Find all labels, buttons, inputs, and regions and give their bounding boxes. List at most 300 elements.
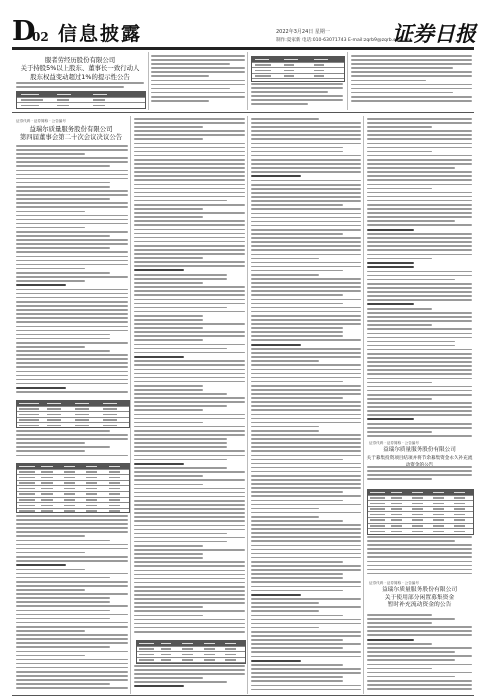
- heading-line: 关于募集投资项目结项并将节余募集资金永久补充流: [366, 455, 473, 461]
- text-line: [251, 545, 361, 547]
- text-line: [16, 614, 128, 616]
- text-line: [367, 561, 472, 563]
- text-line: [367, 312, 472, 314]
- table-cell: [47, 408, 61, 410]
- text-line: [16, 251, 128, 253]
- text-line: [367, 258, 432, 260]
- text-line: [16, 391, 128, 393]
- text-line: [134, 455, 245, 457]
- text-line: [251, 590, 343, 592]
- table-cell: [109, 499, 120, 501]
- text-line: [134, 434, 245, 436]
- text-line: [251, 516, 319, 518]
- text-line: [134, 467, 227, 469]
- text-line: [134, 557, 203, 559]
- table-cell: [41, 505, 52, 507]
- table-cell: [454, 497, 465, 499]
- table-cell: [109, 510, 120, 512]
- text-line: [134, 130, 245, 132]
- text-line: [251, 664, 343, 666]
- text-line: [367, 147, 472, 149]
- text-line: [134, 303, 245, 305]
- text-line: [16, 198, 110, 200]
- article-heading: [365, 587, 474, 610]
- text-line: [251, 204, 343, 206]
- column-divider: [130, 116, 131, 694]
- text-line: [134, 492, 245, 494]
- text-line: [16, 651, 128, 653]
- table-cell: [412, 508, 423, 510]
- text-line: [16, 387, 66, 389]
- table-cell: [41, 477, 52, 479]
- text-line: [251, 147, 343, 149]
- text-line: [367, 341, 455, 343]
- table-cell: [161, 659, 172, 661]
- text-line: [251, 623, 361, 625]
- table-cell: [454, 519, 465, 521]
- table-cell: [454, 525, 465, 527]
- table-cell: [454, 531, 465, 533]
- table-cell: [412, 514, 423, 516]
- text-line: [134, 669, 245, 671]
- heading-line: 暂时补充流动资金的公告: [387, 602, 452, 609]
- text-line: [367, 188, 432, 190]
- text-line: [251, 225, 361, 227]
- article-body: [367, 118, 472, 440]
- text-line: [134, 299, 245, 301]
- text-line: [134, 405, 227, 407]
- text-line: [367, 171, 472, 173]
- text-line: [367, 163, 472, 165]
- table-cell: [19, 466, 35, 468]
- text-line: [367, 647, 472, 649]
- table-cell: [109, 466, 120, 468]
- table-cell: [19, 493, 35, 495]
- text-line: [251, 569, 361, 571]
- article-body: [367, 536, 472, 578]
- text-line: [134, 627, 245, 629]
- text-line: [16, 219, 128, 221]
- table-cell: [182, 648, 193, 650]
- text-line: [134, 196, 245, 198]
- table-cell: [19, 414, 39, 416]
- text-line: [367, 204, 472, 206]
- text-line: [251, 487, 361, 489]
- text-line: [251, 467, 361, 469]
- text-line: [251, 315, 361, 317]
- text-line: [251, 405, 361, 407]
- text-line: [134, 586, 245, 588]
- table-cell: [109, 477, 120, 479]
- table-cell: [109, 505, 120, 507]
- text-line: [251, 364, 361, 366]
- text-line: [134, 192, 245, 194]
- text-line: [251, 282, 361, 284]
- text-line: [16, 346, 85, 348]
- text-line: [251, 270, 343, 272]
- text-line: [251, 418, 361, 420]
- text-line: [134, 508, 245, 510]
- table-cell: [412, 492, 423, 494]
- table-cell: [103, 425, 117, 427]
- text-line: [134, 122, 245, 124]
- text-line: [251, 549, 361, 551]
- text-line: [16, 601, 110, 603]
- text-line: [16, 655, 85, 657]
- text-line: [367, 569, 472, 571]
- table-cell: [86, 510, 97, 512]
- text-line: [251, 577, 343, 579]
- text-line: [251, 479, 361, 481]
- text-line: [251, 323, 361, 325]
- text-line: [251, 360, 319, 362]
- text-line: [367, 233, 472, 235]
- text-line: [134, 356, 184, 358]
- text-line: [251, 393, 361, 395]
- text-line: [251, 254, 361, 256]
- table-cell: [454, 503, 465, 505]
- text-line: [134, 208, 203, 210]
- text-line: [134, 463, 184, 465]
- text-line: [251, 241, 361, 243]
- table-cell: [412, 525, 423, 527]
- text-line: [367, 536, 472, 538]
- text-line: [134, 269, 184, 271]
- text-line: [251, 348, 361, 350]
- text-line: [134, 520, 245, 522]
- text-line: [134, 204, 245, 206]
- text-line: [251, 651, 361, 653]
- text-line: [251, 233, 343, 235]
- text-line: [134, 237, 245, 239]
- text-line: [134, 602, 245, 604]
- text-line: [16, 560, 128, 562]
- text-line: [251, 331, 343, 333]
- table-cell: [64, 488, 75, 490]
- text-line: [134, 159, 245, 161]
- newspaper-logo: 证券日报: [392, 21, 476, 46]
- table-cell: [19, 499, 35, 501]
- text-line: [16, 642, 128, 644]
- text-line: [251, 278, 361, 280]
- text-line: [134, 516, 245, 518]
- text-line: [134, 348, 227, 350]
- text-line: [251, 557, 361, 559]
- table-cell: [139, 654, 154, 656]
- text-line: [134, 549, 245, 551]
- text-line: [16, 206, 128, 208]
- text-line: [134, 311, 245, 313]
- heading-line: 益瑞尔质量服务股份有限公司: [381, 587, 458, 593]
- text-line: [16, 149, 128, 151]
- table-cell: [225, 643, 236, 645]
- text-line: [16, 531, 128, 533]
- text-line: [367, 435, 472, 437]
- text-line: [367, 192, 472, 194]
- text-line: [134, 233, 245, 235]
- text-line: [251, 491, 343, 493]
- text-line: [251, 138, 361, 140]
- table-cell: [47, 419, 61, 421]
- text-line: [16, 638, 128, 640]
- text-line: [134, 369, 245, 371]
- text-line: [251, 237, 361, 239]
- table-cell: [412, 519, 423, 521]
- table-cell: [41, 466, 52, 468]
- text-line: [16, 675, 128, 677]
- text-line: [134, 673, 245, 675]
- text-line: [367, 680, 472, 682]
- heading-line: 关于持股5%以上股东、董事长一致行动人: [20, 64, 140, 73]
- text-line: [367, 540, 455, 542]
- table-cell: [103, 408, 117, 410]
- text-line: [134, 565, 245, 567]
- text-line: [251, 143, 361, 145]
- text-line: [134, 335, 245, 337]
- table-cell: [182, 643, 193, 645]
- text-line: [134, 500, 245, 502]
- text-line: [134, 619, 245, 621]
- text-line: [251, 455, 361, 457]
- text-line: [251, 615, 343, 617]
- text-line: [16, 593, 128, 595]
- table-cell: [454, 492, 465, 494]
- text-line: [16, 535, 85, 537]
- text-line: [134, 327, 203, 329]
- text-line: [367, 237, 472, 239]
- table-cell: [19, 425, 39, 427]
- text-line: [134, 143, 245, 145]
- text-line: [251, 319, 361, 321]
- text-line: [251, 167, 361, 169]
- text-line: [134, 561, 245, 563]
- table-cell: [86, 493, 97, 495]
- text-line: [367, 659, 455, 661]
- text-line: [134, 294, 245, 296]
- text-line: [134, 606, 203, 608]
- article-heading: [14, 125, 128, 142]
- text-line: [134, 442, 227, 444]
- text-line: [16, 326, 128, 328]
- text-line: [251, 352, 361, 354]
- table-cell: [41, 488, 52, 490]
- text-line: [251, 155, 361, 157]
- text-line: [251, 520, 343, 522]
- text-line: [16, 239, 128, 241]
- text-line: [16, 618, 110, 620]
- table-row: [368, 529, 473, 535]
- text-line: [251, 266, 361, 268]
- text-line: [134, 224, 245, 226]
- text-line: [367, 552, 472, 554]
- text-line: [134, 496, 245, 498]
- table-cell: [161, 654, 172, 656]
- text-line: [134, 290, 245, 292]
- text-line: [251, 635, 361, 637]
- text-line: [367, 303, 414, 305]
- text-line: [134, 138, 203, 140]
- text-line: [251, 258, 319, 260]
- text-line: [134, 393, 227, 395]
- text-line: [16, 202, 128, 204]
- section-title: 信息披露: [58, 23, 143, 45]
- table-cell: [47, 403, 61, 405]
- text-line: [16, 161, 128, 163]
- text-line: [367, 324, 432, 326]
- text-line: [16, 446, 110, 448]
- text-line: [251, 381, 343, 383]
- text-line: [16, 371, 128, 373]
- table-cell: [19, 419, 39, 421]
- text-line: [251, 581, 361, 583]
- table-cell: [182, 654, 193, 656]
- text-line: [367, 365, 472, 367]
- text-line: [367, 651, 455, 653]
- table-cell: [433, 492, 444, 494]
- text-line: [367, 684, 472, 686]
- text-line: [134, 344, 245, 346]
- section-letter: D: [12, 16, 36, 47]
- text-line: [251, 495, 361, 497]
- text-line: [251, 422, 361, 424]
- text-line: [16, 663, 128, 665]
- text-line: [367, 565, 472, 567]
- text-line: [16, 174, 128, 176]
- text-line: [16, 671, 128, 673]
- table-row: [17, 423, 129, 428]
- text-line: [16, 581, 128, 583]
- text-line: [367, 299, 472, 301]
- text-line: [251, 573, 343, 575]
- text-line: [134, 212, 245, 214]
- text-line: [16, 515, 128, 517]
- text-line: [367, 167, 455, 169]
- text-line: [134, 220, 245, 222]
- text-line: [251, 610, 319, 612]
- table-cell: [391, 492, 402, 494]
- text-line: [251, 217, 361, 219]
- text-line: [134, 430, 245, 432]
- table-cell: [391, 531, 402, 533]
- table-cell: [103, 414, 117, 416]
- text-line: [16, 227, 85, 229]
- text-line: [367, 630, 472, 632]
- text-line: [251, 598, 361, 600]
- text-line: [16, 153, 85, 155]
- text-line: [134, 409, 203, 411]
- text-line: [134, 364, 245, 366]
- text-line: [134, 397, 245, 399]
- text-line: [16, 540, 110, 542]
- table-cell: [86, 477, 97, 479]
- text-line: [251, 414, 361, 416]
- table-cell: [19, 477, 35, 479]
- table-cell: [64, 510, 75, 512]
- text-line: [134, 685, 184, 687]
- table-cell: [41, 482, 52, 484]
- text-line: [251, 643, 361, 645]
- table-cell: [75, 419, 89, 421]
- text-line: [251, 438, 361, 440]
- text-line: [251, 532, 361, 534]
- text-line: [251, 483, 361, 485]
- text-line: [134, 574, 245, 576]
- text-line: [16, 194, 128, 196]
- text-line: [134, 553, 203, 555]
- text-line: [16, 366, 128, 368]
- table-cell: [204, 643, 215, 645]
- text-line: [367, 134, 472, 136]
- text-line: [134, 488, 245, 490]
- text-line: [251, 327, 343, 329]
- band-rule: [12, 112, 474, 113]
- text-line: [367, 618, 455, 620]
- table-cell: [412, 503, 423, 505]
- text-line: [251, 134, 361, 136]
- text-line: [134, 155, 245, 157]
- text-line: [251, 475, 361, 477]
- table-cell: [19, 482, 35, 484]
- text-line: [134, 241, 245, 243]
- table-cell: [64, 471, 75, 473]
- text-line: [16, 552, 85, 554]
- column-divider: [247, 52, 248, 110]
- text-line: [251, 594, 301, 596]
- table-cell: [19, 510, 35, 512]
- text-line: [367, 431, 432, 433]
- table-cell: [370, 497, 385, 499]
- text-line: [134, 200, 227, 202]
- text-line: [16, 186, 110, 188]
- text-line: [16, 573, 128, 575]
- text-line: [251, 586, 361, 588]
- table-cell: [86, 471, 97, 473]
- text-line: [16, 626, 128, 628]
- table-cell: [109, 471, 120, 473]
- text-line: [16, 334, 110, 336]
- text-line: [16, 687, 128, 689]
- text-line: [367, 357, 472, 359]
- text-line: [367, 224, 472, 226]
- article-body: [367, 466, 472, 486]
- text-line: [16, 667, 128, 669]
- text-line: [367, 316, 472, 318]
- text-line: [134, 381, 245, 383]
- text-line: [251, 175, 301, 177]
- text-line: [367, 614, 432, 616]
- stock-code-line: 证券代码 · 证券简称 · 公告编号: [369, 581, 419, 585]
- table-cell: [225, 648, 236, 650]
- text-line: [16, 605, 128, 607]
- text-line: [16, 622, 128, 624]
- text-line: [16, 272, 110, 274]
- text-line: [367, 414, 472, 416]
- table-cell: [19, 471, 35, 473]
- text-line: [251, 647, 343, 649]
- text-line: [251, 389, 361, 391]
- text-line: [251, 639, 343, 641]
- text-line: [134, 446, 227, 448]
- text-line: [367, 410, 472, 412]
- text-line: [16, 523, 128, 525]
- text-line: [367, 283, 472, 285]
- text-line: [367, 196, 472, 198]
- table-cell: [47, 425, 61, 427]
- text-line: [367, 328, 472, 330]
- text-line: [367, 241, 472, 243]
- text-line: [367, 220, 455, 222]
- text-line: [367, 386, 472, 388]
